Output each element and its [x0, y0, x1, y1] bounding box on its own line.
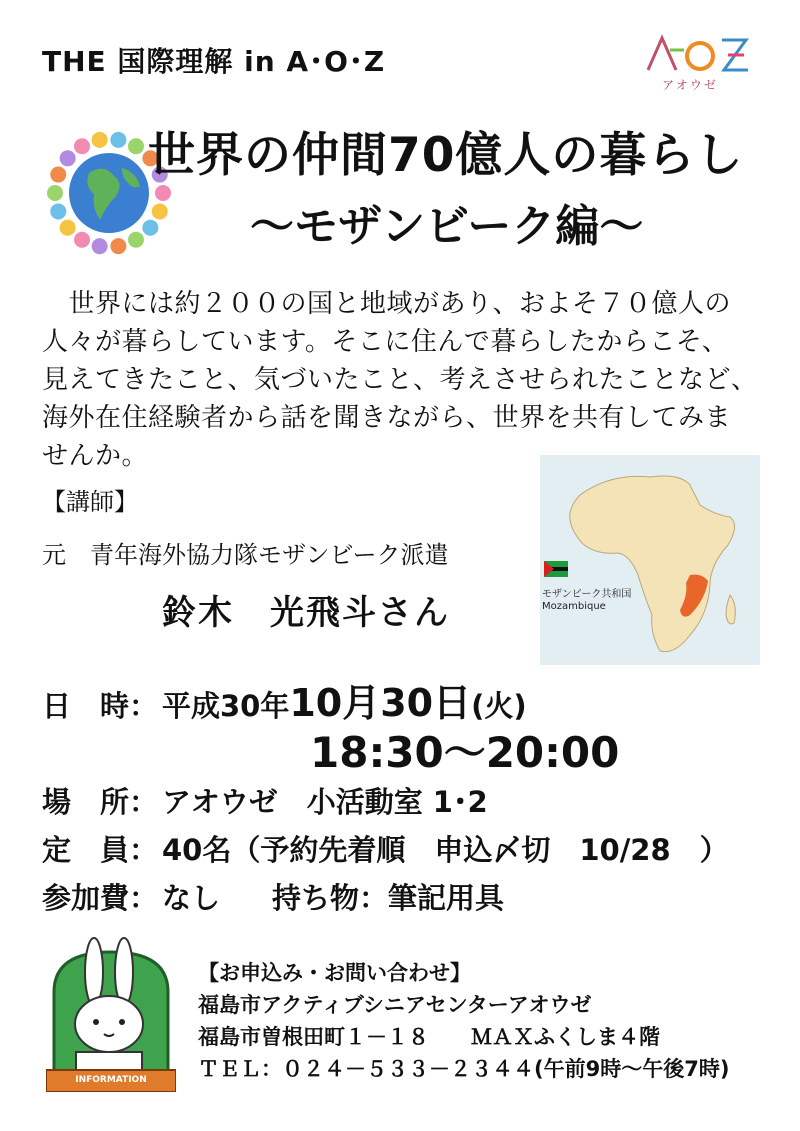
- intro-paragraph: [42, 285, 767, 475]
- aoz-logo: [640, 30, 760, 100]
- child-figure: [110, 132, 126, 148]
- child-figure: [155, 185, 171, 201]
- date-row: [42, 672, 527, 727]
- child-figure: [50, 203, 66, 219]
- intro-line: せんか。: [42, 441, 149, 471]
- contact-block: [198, 958, 729, 1086]
- child-figure: [92, 132, 108, 148]
- africa-map: [540, 455, 760, 665]
- intro-line: 世界には約２００の国と地域があり、およそ７０億人の: [42, 289, 732, 319]
- child-figure: [128, 232, 144, 248]
- event-title: 世界の仲間70億人の暮らし: [148, 128, 744, 183]
- date-label: 日 時：: [42, 689, 159, 723]
- fee-row: [42, 876, 504, 917]
- capacity-label: 定 員：: [42, 833, 159, 867]
- child-figure: [60, 220, 76, 236]
- intro-line: 人々が暮らしています。そこに住んで暮らしたからこそ、: [42, 327, 729, 357]
- child-figure: [152, 203, 168, 219]
- series-title: THE 国際理解 in A･O･Z: [42, 45, 386, 78]
- child-figure: [110, 238, 126, 254]
- child-figure: [74, 232, 90, 248]
- child-figure: [74, 138, 90, 154]
- date-main: 10月30日: [289, 681, 472, 725]
- child-figure: [60, 150, 76, 166]
- child-figure: [47, 185, 63, 201]
- bring-label: 持ち物：: [272, 881, 389, 915]
- contact-organization: 福島市アクティブシニアセンターアオウゼ: [198, 993, 592, 1017]
- intro-line: 見えてきたこと、気づいたこと、考えさせられたことなど、: [42, 365, 758, 395]
- logo-subtitle: アオウゼ: [662, 78, 718, 92]
- place-row: [42, 780, 488, 821]
- place-value: アオウゼ 小活動室 1･2: [162, 785, 488, 819]
- lecturer-name: 鈴木 光飛斗さん: [162, 593, 450, 633]
- child-figure: [92, 238, 108, 254]
- fee-value: なし: [162, 881, 221, 915]
- event-subtitle: ～モザンビーク編～: [250, 201, 644, 252]
- child-figure: [50, 167, 66, 183]
- contact-address: 福島市曽根田町１－１８ ＭＡＸふくしま４階: [198, 1025, 660, 1049]
- bring-value: 筆記用具: [388, 881, 505, 915]
- event-time: 18:30～20:00: [310, 728, 620, 777]
- date-prefix: 平成30年: [162, 689, 290, 723]
- contact-heading: 【お申込み・お問い合わせ】: [198, 961, 471, 985]
- rabbit-mascot: [46, 932, 176, 1092]
- capacity-value: 40名（予約先着順 申込〆切 10/28 ）: [162, 833, 729, 867]
- date-weekday: (火): [471, 689, 527, 723]
- place-label: 場 所：: [42, 785, 159, 819]
- child-figure: [128, 138, 144, 154]
- fee-label: 参加費：: [42, 881, 159, 915]
- intro-line: 海外在住経験者から話を聞きながら、世界を共有してみま: [42, 403, 732, 433]
- lecturer-heading: 【講師】: [42, 488, 138, 516]
- map-label-en: Mozambique: [542, 601, 606, 612]
- lecturer-affiliation: 元 青年海外協力隊モザンビーク派遣: [42, 541, 449, 569]
- information-sign-text: INFORMATION: [75, 1075, 147, 1085]
- map-label-jp: モザンビーク共和国: [542, 589, 632, 600]
- child-figure: [142, 220, 158, 236]
- contact-phone: ＴＥＬ：０２４－５３３－２３４４(午前9時～午後7時): [198, 1057, 730, 1081]
- capacity-row: [42, 828, 729, 869]
